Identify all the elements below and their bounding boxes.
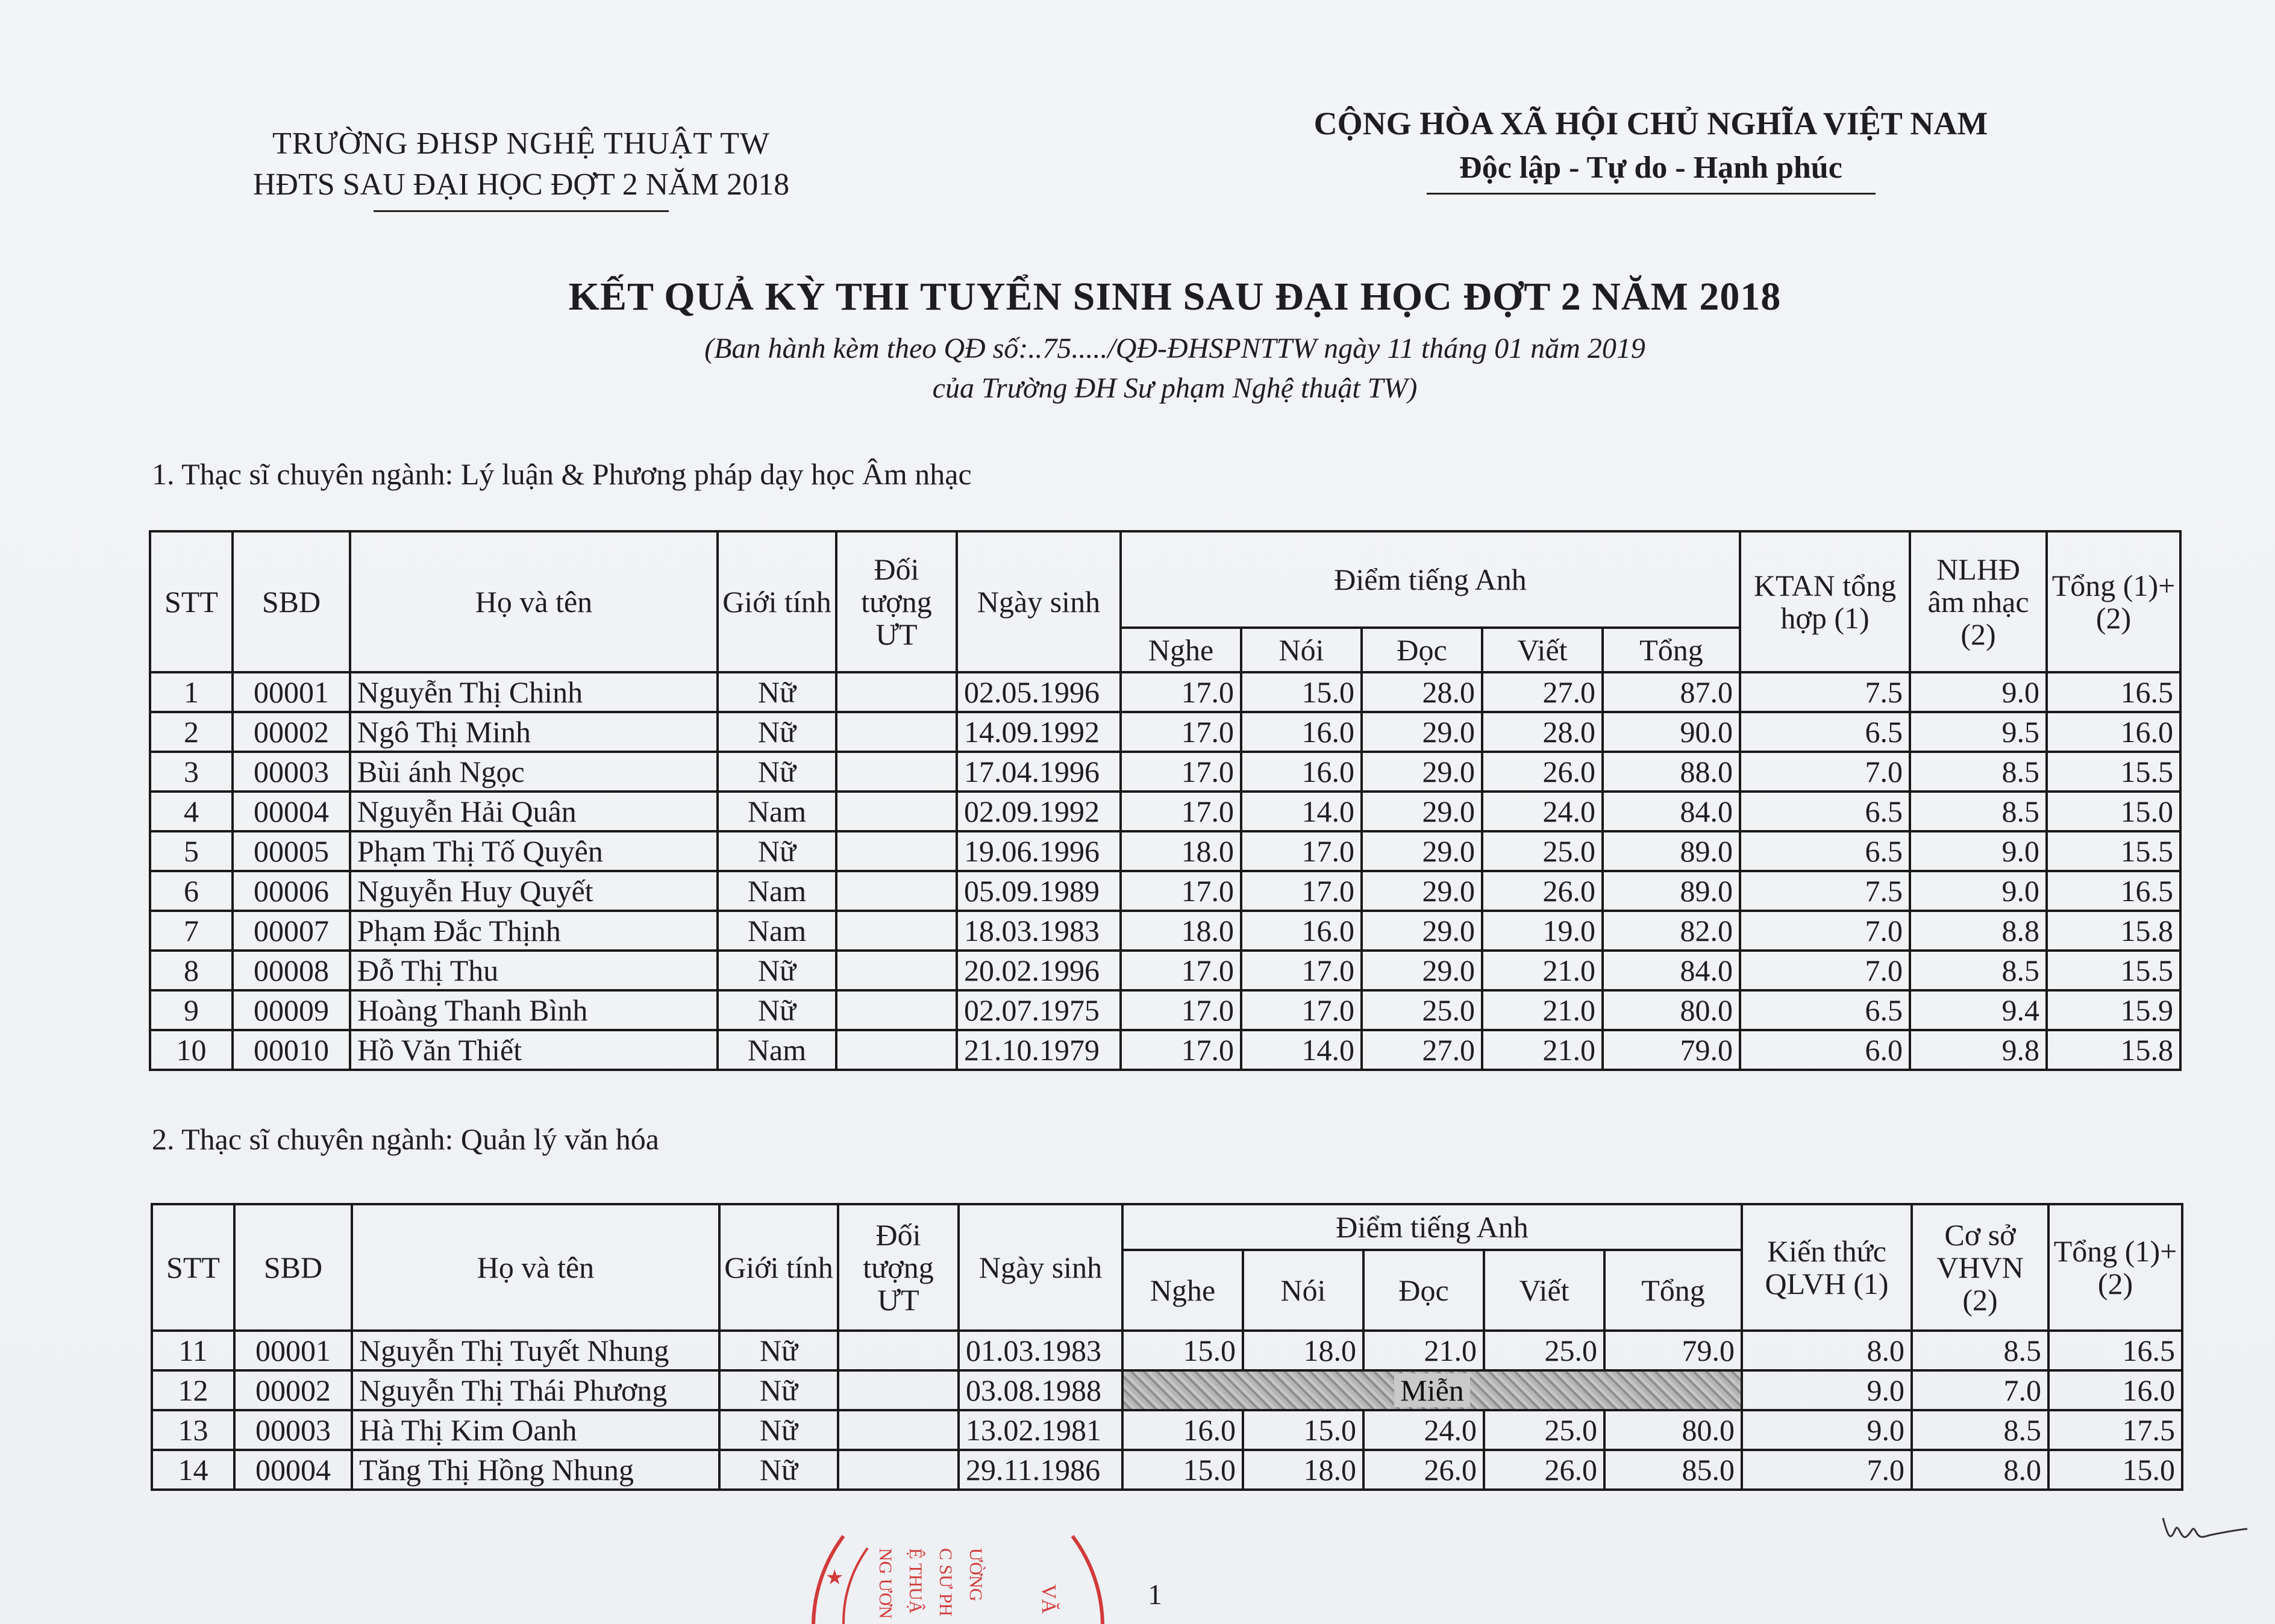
cell-subject2: 8.5 — [1910, 752, 2047, 792]
cell-read: 29.0 — [1362, 911, 1482, 951]
header-gender: Giới tính — [719, 1204, 838, 1331]
header-sbd: SBD — [234, 1204, 352, 1331]
table-row — [152, 1331, 2182, 1370]
cell-speak: 14.0 — [1241, 1030, 1362, 1070]
cell-gender: Nam — [718, 871, 836, 911]
cell-gender: Nữ — [718, 951, 836, 990]
cell-sbd: 00003 — [233, 752, 350, 792]
header-dob: Ngày sinh — [959, 1204, 1122, 1331]
cell-read: 29.0 — [1362, 752, 1482, 792]
cell-priority — [838, 1410, 959, 1450]
cell-stt: 8 — [150, 951, 233, 990]
document-subtitle — [422, 329, 1928, 408]
cell-write: 26.0 — [1482, 871, 1603, 911]
cell-subject2: 9.0 — [1910, 831, 2047, 871]
table-row — [150, 990, 2180, 1030]
cell-gender: Nữ — [718, 752, 836, 792]
cell-listen: 15.0 — [1122, 1450, 1243, 1490]
cell-subject2: 8.5 — [1912, 1410, 2048, 1450]
cell-name: Phạm Đắc Thịnh — [350, 911, 718, 951]
cell-subject1: 7.5 — [1740, 672, 1910, 712]
header-priority: Đối tượng ƯT — [838, 1204, 959, 1331]
header-subject2: Cơ sở VHVN (2) — [1912, 1204, 2048, 1331]
cell-name: Hoàng Thanh Bình — [350, 990, 718, 1030]
header-name: Họ và tên — [352, 1204, 719, 1331]
cell-stt: 6 — [150, 871, 233, 911]
cell-dob: 14.09.1992 — [957, 712, 1121, 752]
cell-speak: 14.0 — [1241, 792, 1362, 831]
cell-english-total: 79.0 — [1604, 1331, 1742, 1370]
svg-text:C SƯ PH: C SƯ PH — [936, 1548, 956, 1617]
table-row — [150, 712, 2180, 752]
header-priority: Đối tượng ƯT — [836, 531, 957, 672]
cell-write: 21.0 — [1482, 951, 1603, 990]
cell-dob: 02.05.1996 — [957, 672, 1121, 712]
cell-dob: 21.10.1979 — [957, 1030, 1121, 1070]
table-row — [152, 1450, 2182, 1490]
cell-english-total: 79.0 — [1603, 1030, 1740, 1070]
cell-name: Hà Thị Kim Oanh — [352, 1410, 719, 1450]
cell-speak: 16.0 — [1241, 752, 1362, 792]
header-gender: Giới tính — [718, 531, 836, 672]
table-row — [150, 792, 2180, 831]
cell-write: 21.0 — [1482, 1030, 1603, 1070]
cell-listen: 18.0 — [1121, 831, 1241, 871]
svg-text:ƯỜNG: ƯỜNG — [966, 1548, 986, 1602]
cell-priority — [836, 752, 957, 792]
cell-priority — [838, 1370, 959, 1410]
subtitle-decision: (Ban hành kèm theo QĐ số:..75...../QĐ-ĐHSPNTTW ngày 11 tháng 01 năm 2019 — [704, 333, 1645, 364]
table-row — [150, 911, 2180, 951]
cell-subject1: 7.0 — [1740, 911, 1910, 951]
header-sum: Tổng (1)+(2) — [2047, 531, 2180, 672]
cell-gender: Nữ — [719, 1410, 838, 1450]
cell-speak: 15.0 — [1241, 672, 1362, 712]
cell-speak: 16.0 — [1241, 911, 1362, 951]
cell-write: 26.0 — [1484, 1450, 1604, 1490]
table-row — [150, 1030, 2180, 1070]
cell-write: 24.0 — [1482, 792, 1603, 831]
cell-stt: 11 — [152, 1331, 234, 1370]
table-row — [152, 1370, 2182, 1410]
table-row — [150, 831, 2180, 871]
cell-sbd: 00001 — [234, 1331, 352, 1370]
cell-priority — [838, 1450, 959, 1490]
cell-write: 28.0 — [1482, 712, 1603, 752]
cell-sum: 16.5 — [2047, 672, 2180, 712]
cell-name: Tăng Thị Hồng Nhung — [352, 1450, 719, 1490]
cell-read: 29.0 — [1362, 831, 1482, 871]
results-table-2 — [151, 1203, 2183, 1491]
issuer-council: HĐTS SAU ĐẠI HỌC ĐỢT 2 NĂM 2018 — [252, 167, 790, 202]
cell-subject1: 7.0 — [1740, 951, 1910, 990]
cell-listen: 17.0 — [1121, 990, 1241, 1030]
header-speak: Nói — [1241, 628, 1362, 672]
cell-english-total: 89.0 — [1603, 871, 1740, 911]
cell-name: Nguyễn Huy Quyết — [350, 871, 718, 911]
cell-listen: 17.0 — [1121, 792, 1241, 831]
header-listen: Nghe — [1122, 1250, 1243, 1331]
cell-gender: Nữ — [719, 1331, 838, 1370]
cell-sbd: 00004 — [234, 1450, 352, 1490]
cell-gender: Nam — [718, 1030, 836, 1070]
cell-priority — [836, 871, 957, 911]
cell-read: 29.0 — [1362, 712, 1482, 752]
cell-stt: 2 — [150, 712, 233, 752]
cell-sbd: 00005 — [233, 831, 350, 871]
cell-priority — [836, 951, 957, 990]
cell-subject2: 8.0 — [1912, 1450, 2048, 1490]
cell-subject1: 6.5 — [1740, 712, 1910, 752]
cell-speak: 17.0 — [1241, 871, 1362, 911]
cell-read: 26.0 — [1363, 1450, 1484, 1490]
cell-sbd: 00003 — [234, 1410, 352, 1450]
svg-text:NG ƯƠN: NG ƯƠN — [875, 1548, 895, 1619]
cell-dob: 02.07.1975 — [957, 990, 1121, 1030]
cell-subject2: 9.0 — [1910, 871, 2047, 911]
header-read: Đọc — [1363, 1250, 1484, 1331]
header-sum: Tổng (1)+(2) — [2048, 1204, 2182, 1331]
cell-subject1: 9.0 — [1742, 1410, 1912, 1450]
cell-read: 29.0 — [1362, 951, 1482, 990]
cell-write: 25.0 — [1484, 1331, 1604, 1370]
cell-subject1: 7.0 — [1740, 752, 1910, 792]
table-row — [150, 951, 2180, 990]
cell-priority — [836, 1030, 957, 1070]
cell-english-total: 82.0 — [1603, 911, 1740, 951]
cell-subject1: 7.5 — [1740, 871, 1910, 911]
cell-stt: 5 — [150, 831, 233, 871]
cell-subject2: 8.5 — [1912, 1331, 2048, 1370]
cell-gender: Nữ — [718, 990, 836, 1030]
cell-english-total: 80.0 — [1603, 990, 1740, 1030]
document-title: KẾT QUẢ KỲ THI TUYỂN SINH SAU ĐẠI HỌC ĐỢT 2 NĂM 2018 — [568, 275, 1782, 319]
cell-subject2: 9.8 — [1910, 1030, 2047, 1070]
cell-subject1: 9.0 — [1742, 1370, 1912, 1410]
cell-subject1: 6.5 — [1740, 792, 1910, 831]
cell-speak: 18.0 — [1243, 1331, 1363, 1370]
cell-english-total: 87.0 — [1603, 672, 1740, 712]
cell-subject1: 6.5 — [1740, 831, 1910, 871]
cell-sum: 15.0 — [2047, 792, 2180, 831]
cell-dob: 19.06.1996 — [957, 831, 1121, 871]
cell-subject2: 9.0 — [1910, 672, 2047, 712]
cell-write: 26.0 — [1482, 752, 1603, 792]
cell-listen: 17.0 — [1121, 712, 1241, 752]
cell-priority — [836, 831, 957, 871]
cell-subject2: 8.5 — [1910, 951, 2047, 990]
cell-english-total: 85.0 — [1604, 1450, 1742, 1490]
cell-gender: Nữ — [718, 831, 836, 871]
cell-write: 19.0 — [1482, 911, 1603, 951]
subtitle-issuer: của Trường ĐH Sư phạm Nghệ thuật TW) — [932, 372, 1418, 404]
cell-listen: 17.0 — [1121, 672, 1241, 712]
cell-priority — [836, 712, 957, 752]
national-title: CỘNG HÒA XÃ HỘI CHỦ NGHĨA VIỆT NAM — [1313, 105, 1988, 142]
cell-subject1: 7.0 — [1742, 1450, 1912, 1490]
header-stt: STT — [152, 1204, 234, 1331]
cell-listen: 16.0 — [1122, 1410, 1243, 1450]
national-header — [1277, 101, 2024, 195]
header-dob: Ngày sinh — [957, 531, 1121, 672]
issuer-underline — [374, 210, 669, 212]
cell-dob: 05.09.1989 — [957, 871, 1121, 911]
cell-dob: 03.08.1988 — [959, 1370, 1122, 1410]
cell-sum: 16.5 — [2047, 871, 2180, 911]
cell-write: 27.0 — [1482, 672, 1603, 712]
cell-sum: 17.5 — [2048, 1410, 2182, 1450]
cell-listen: 17.0 — [1121, 951, 1241, 990]
table-row — [150, 871, 2180, 911]
table-row — [150, 672, 2180, 712]
table-row — [150, 752, 2180, 792]
cell-subject2: 7.0 — [1912, 1370, 2048, 1410]
header-write: Viết — [1482, 628, 1603, 672]
cell-sbd: 00001 — [233, 672, 350, 712]
cell-sbd: 00006 — [233, 871, 350, 911]
svg-text:Ệ THUẬ: Ệ THUẬ — [906, 1548, 925, 1614]
cell-read: 28.0 — [1362, 672, 1482, 712]
cell-listen: 17.0 — [1121, 871, 1241, 911]
cell-sbd: 00002 — [234, 1370, 352, 1410]
header-name: Họ và tên — [350, 531, 718, 672]
cell-sum: 15.0 — [2048, 1450, 2182, 1490]
header-write: Viết — [1484, 1250, 1604, 1331]
table1-body — [150, 672, 2180, 1070]
cell-english-total: 90.0 — [1603, 712, 1740, 752]
cell-sbd: 00010 — [233, 1030, 350, 1070]
school-seal — [789, 1512, 1127, 1624]
cell-english-total: 80.0 — [1604, 1410, 1742, 1450]
cell-sum: 15.5 — [2047, 752, 2180, 792]
cell-stt: 13 — [152, 1410, 234, 1450]
cell-sum: 15.8 — [2047, 1030, 2180, 1070]
cell-speak: 17.0 — [1241, 990, 1362, 1030]
cell-speak: 15.0 — [1243, 1410, 1363, 1450]
cell-name: Nguyễn Hải Quân — [350, 792, 718, 831]
cell-sum: 16.0 — [2047, 712, 2180, 752]
exempt-label: Miễn — [1394, 1373, 1470, 1407]
header-subject2: NLHĐ âm nhạc (2) — [1910, 531, 2047, 672]
cell-write: 21.0 — [1482, 990, 1603, 1030]
cell-speak: 18.0 — [1243, 1450, 1363, 1490]
cell-dob: 17.04.1996 — [957, 752, 1121, 792]
cell-read: 24.0 — [1363, 1410, 1484, 1450]
cell-english-total: 84.0 — [1603, 792, 1740, 831]
cell-sum: 16.0 — [2048, 1370, 2182, 1410]
issuer-header — [181, 123, 862, 212]
signature-mark — [2157, 1500, 2253, 1554]
cell-sum: 15.5 — [2047, 831, 2180, 871]
header-english-total: Tổng — [1604, 1250, 1742, 1331]
cell-dob: 01.03.1983 — [959, 1331, 1122, 1370]
cell-read: 21.0 — [1363, 1331, 1484, 1370]
cell-gender: Nữ — [718, 712, 836, 752]
cell-sbd: 00002 — [233, 712, 350, 752]
cell-sbd: 00008 — [233, 951, 350, 990]
cell-priority — [836, 792, 957, 831]
cell-subject2: 8.8 — [1910, 911, 2047, 951]
motto-underline — [1427, 193, 1876, 195]
cell-stt: 3 — [150, 752, 233, 792]
cell-sum: 15.9 — [2047, 990, 2180, 1030]
cell-read: 29.0 — [1362, 871, 1482, 911]
cell-subject1: 6.5 — [1740, 990, 1910, 1030]
cell-english-total: 84.0 — [1603, 951, 1740, 990]
section1-heading: 1. Thạc sĩ chuyên ngành: Lý luận & Phương pháp dạy học Âm nhạc — [152, 457, 972, 491]
cell-gender: Nam — [718, 911, 836, 951]
cell-speak: 17.0 — [1241, 831, 1362, 871]
cell-speak: 16.0 — [1241, 712, 1362, 752]
cell-english-exempt — [1122, 1370, 1742, 1410]
cell-sum: 16.5 — [2048, 1331, 2182, 1370]
cell-write: 25.0 — [1484, 1410, 1604, 1450]
header-subject1: Kiến thức QLVH (1) — [1742, 1204, 1912, 1331]
cell-dob: 13.02.1981 — [959, 1410, 1122, 1450]
cell-priority — [836, 911, 957, 951]
cell-stt: 7 — [150, 911, 233, 951]
cell-listen: 17.0 — [1121, 752, 1241, 792]
cell-read: 25.0 — [1362, 990, 1482, 1030]
cell-sbd: 00004 — [233, 792, 350, 831]
cell-gender: Nữ — [718, 672, 836, 712]
cell-sbd: 00009 — [233, 990, 350, 1030]
cell-speak: 17.0 — [1241, 951, 1362, 990]
cell-name: Bùi ánh Ngọc — [350, 752, 718, 792]
header-english: Điểm tiếng Anh — [1122, 1204, 1742, 1250]
cell-english-total: 88.0 — [1603, 752, 1740, 792]
cell-priority — [838, 1331, 959, 1370]
cell-name: Nguyễn Thị Tuyết Nhung — [352, 1331, 719, 1370]
cell-listen: 15.0 — [1122, 1331, 1243, 1370]
header-speak: Nói — [1243, 1250, 1363, 1331]
cell-subject1: 8.0 — [1742, 1331, 1912, 1370]
cell-stt: 4 — [150, 792, 233, 831]
cell-priority — [836, 990, 957, 1030]
cell-priority — [836, 672, 957, 712]
cell-name: Đỗ Thị Thu — [350, 951, 718, 990]
header-subject1: KTAN tổng hợp (1) — [1740, 531, 1910, 672]
cell-dob: 18.03.1983 — [957, 911, 1121, 951]
cell-subject2: 9.5 — [1910, 712, 2047, 752]
cell-name: Hồ Văn Thiết — [350, 1030, 718, 1070]
cell-stt: 12 — [152, 1370, 234, 1410]
cell-name: Nguyễn Thị Chinh — [350, 672, 718, 712]
table2-body — [152, 1331, 2182, 1490]
cell-stt: 14 — [152, 1450, 234, 1490]
header-read: Đọc — [1362, 628, 1482, 672]
section2-heading: 2. Thạc sĩ chuyên ngành: Quản lý văn hóa — [152, 1122, 659, 1156]
svg-text:VĂ: VĂ — [1037, 1584, 1060, 1614]
cell-gender: Nữ — [719, 1370, 838, 1410]
table-row — [152, 1410, 2182, 1450]
header-sbd: SBD — [233, 531, 350, 672]
seal-star-icon: ★ — [825, 1567, 844, 1589]
national-motto: Độc lập - Tự do - Hạnh phúc — [1459, 151, 1842, 185]
page-number: 1 — [1148, 1579, 1162, 1611]
header-listen: Nghe — [1121, 628, 1241, 672]
cell-subject1: 6.0 — [1740, 1030, 1910, 1070]
cell-name: Ngô Thị Minh — [350, 712, 718, 752]
cell-stt: 1 — [150, 672, 233, 712]
cell-dob: 20.02.1996 — [957, 951, 1121, 990]
cell-subject2: 9.4 — [1910, 990, 2047, 1030]
cell-sum: 15.8 — [2047, 911, 2180, 951]
cell-dob: 02.09.1992 — [957, 792, 1121, 831]
header-stt: STT — [150, 531, 233, 672]
cell-stt: 9 — [150, 990, 233, 1030]
cell-name: Phạm Thị Tố Quyên — [350, 831, 718, 871]
cell-gender: Nữ — [719, 1450, 838, 1490]
cell-read: 29.0 — [1362, 792, 1482, 831]
cell-dob: 29.11.1986 — [959, 1450, 1122, 1490]
cell-gender: Nam — [718, 792, 836, 831]
cell-stt: 10 — [150, 1030, 233, 1070]
cell-write: 25.0 — [1482, 831, 1603, 871]
cell-listen: 17.0 — [1121, 1030, 1241, 1070]
header-english: Điểm tiếng Anh — [1121, 531, 1740, 628]
cell-name: Nguyễn Thị Thái Phương — [352, 1370, 719, 1410]
cell-subject2: 8.5 — [1910, 792, 2047, 831]
header-english-total: Tổng — [1603, 628, 1740, 672]
cell-listen: 18.0 — [1121, 911, 1241, 951]
cell-sum: 15.5 — [2047, 951, 2180, 990]
issuer-school: TRƯỜNG ĐHSP NGHỆ THUẬT TW — [272, 126, 771, 161]
results-table-1 — [149, 530, 2182, 1071]
cell-sbd: 00007 — [233, 911, 350, 951]
cell-english-total: 89.0 — [1603, 831, 1740, 871]
cell-read: 27.0 — [1362, 1030, 1482, 1070]
